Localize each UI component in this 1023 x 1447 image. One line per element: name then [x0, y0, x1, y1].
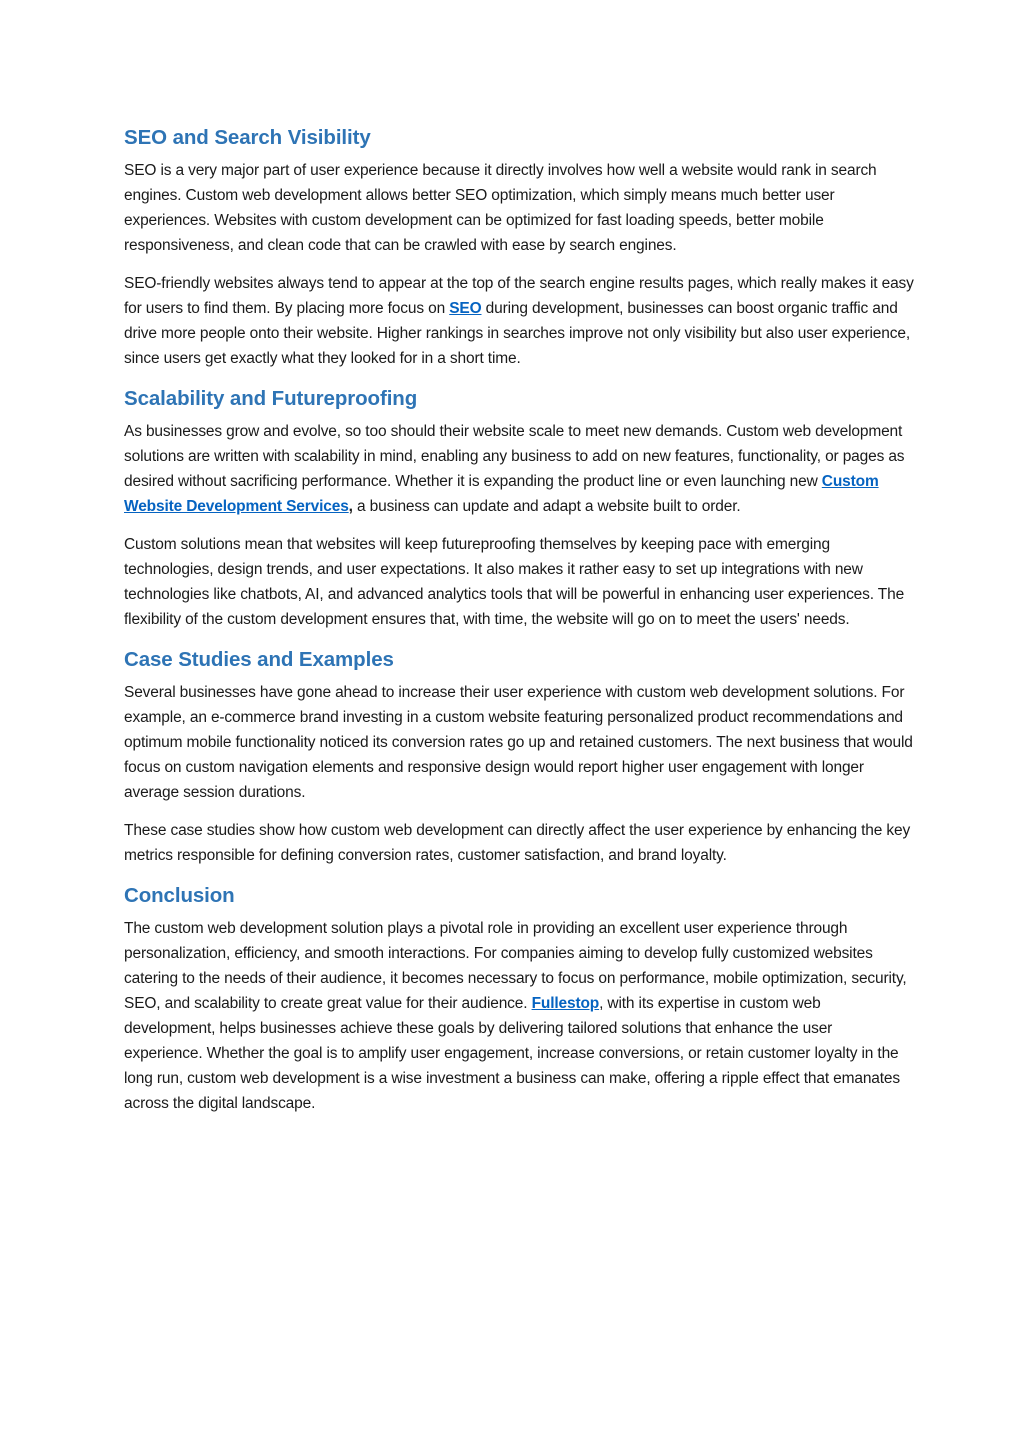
bold-comma: ,	[348, 498, 353, 515]
paragraph-seo-2-text-a: SEO-friendly websites always tend to appear at the top of the search engine results pages, which really makes it easy for users to find them. By placing more focus on	[124, 275, 914, 317]
paragraph-seo-2-text-b: during development, businesses can boost organic traffic and drive more people onto their website. Higher rankings in searches improve not only visibility but also user experience, since users get exactly what they looked for in a short time.	[124, 300, 910, 367]
paragraph-conclusion-1-text-b: , with its expertise in custom web development, helps businesses achieve these goals by delivering tailored solutions that enhance the user experience. Whether the goal is to amplify user engagement, increase conversions, or retain customer loyalty in the long run, custom web development is a wise investment a business can make, offering a ripple effect that emanates across the digital landscape.	[124, 995, 900, 1112]
paragraph-scalability-1-text-a: As businesses grow and evolve, so too should their website scale to meet new demands. Custom web development solutions are written with scalability in mind, enabling any business to add on new features, functionality, or pages as desired without sacrificing performance. Whether it is expanding the product line or even launching new	[124, 423, 905, 490]
heading-scalability-and-futureproofing: Scalability and Futureproofing	[124, 387, 418, 410]
section-seo	[124, 124, 914, 371]
heading-seo-and-search-visibility: SEO and Search Visibility	[124, 126, 371, 149]
section-scalability	[124, 385, 914, 632]
fullestop-link[interactable]: Fullestop	[531, 995, 600, 1012]
heading-conclusion: Conclusion	[124, 884, 235, 907]
paragraph-seo-1: SEO is a very major part of user experience because it directly involves how well a website would rank in search engines. Custom web development allows better SEO optimization, which simply means much better user experiences. Websites with custom development can be optimized for fast loading speeds, better mobile responsiveness, and clean code that can be crawled with ease by search engines.	[124, 162, 877, 254]
paragraph-case-studies-2: These case studies show how custom web development can directly affect the user experience by enhancing the key metrics responsible for defining conversion rates, customer satisfaction, and brand loyalty.	[124, 822, 911, 864]
paragraph-scalability-2: Custom solutions mean that websites will keep futureproofing themselves by keeping pace with emerging technologies, design trends, and user expectations. It also makes it rather easy to set up integrations with new technologies like chatbots, AI, and advanced analytics tools that will be powerful in enhancing user experiences. The flexibility of the custom development ensures that, with time, the website will go on to meet the users' needs.	[124, 536, 905, 628]
paragraph-scalability-1	[124, 419, 914, 519]
paragraph-conclusion-1-text-a: The custom web development solution plays a pivotal role in providing an excellent user experience through personalization, efficiency, and smooth interactions. For companies aiming to develop fully customized websites catering to the needs of their audience, it becomes necessary to focus on performance, mobile optimization, security, SEO, and scalability to create great value for their audience.	[124, 920, 907, 1012]
seo-link[interactable]: SEO	[449, 300, 482, 317]
paragraph-seo-2	[124, 271, 914, 371]
paragraph-scalability-1-text-b: a business can update and adapt a website built to order.	[352, 498, 741, 515]
heading-case-studies-and-examples: Case Studies and Examples	[124, 648, 394, 671]
custom-website-development-services-link[interactable]: Custom Website Development Services	[124, 473, 879, 515]
paragraph-conclusion-1	[124, 916, 914, 1116]
paragraph-case-studies-1: Several businesses have gone ahead to increase their user experience with custom web development solutions. For example, an e-commerce brand investing in a custom website featuring personalized product recommendations and optimum mobile functionality noticed its conversion rates go up and retained customers. The next business that would focus on custom navigation elements and responsive design would report higher user engagement with longer average session durations.	[124, 684, 913, 801]
section-conclusion	[124, 882, 914, 1116]
document-content	[124, 124, 914, 1130]
section-case-studies	[124, 646, 914, 868]
